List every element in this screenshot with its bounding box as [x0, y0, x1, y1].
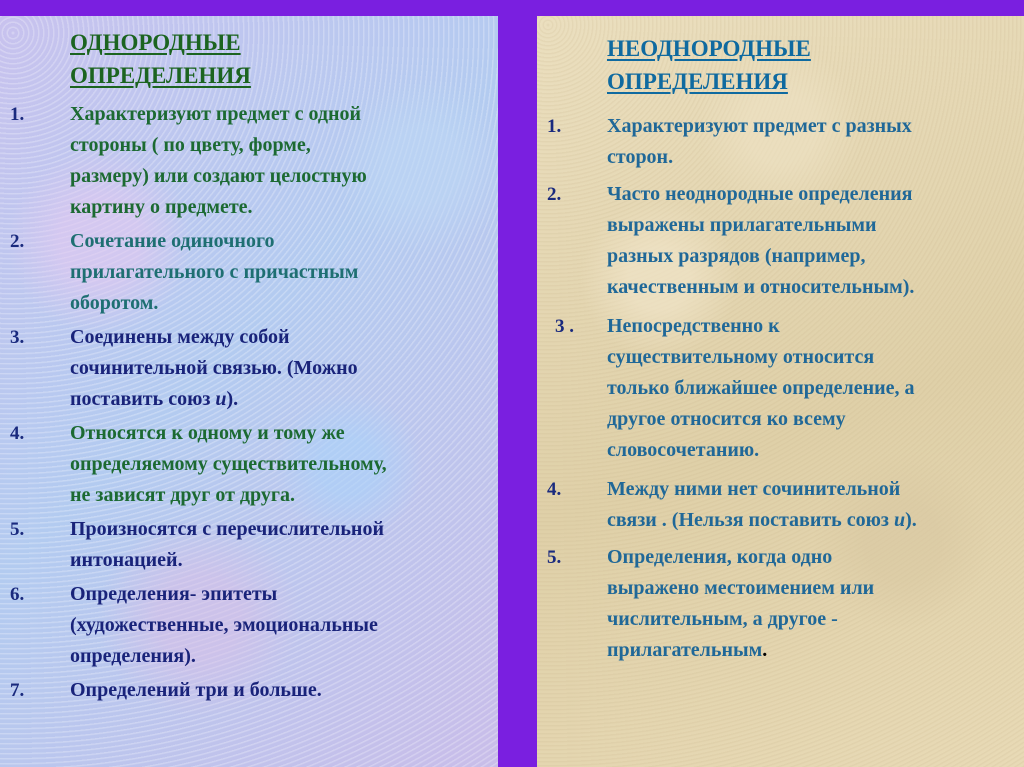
item-number: 3 .: [555, 316, 574, 337]
item-text-emphasis: и: [215, 388, 227, 410]
left-list: [10, 99, 488, 709]
right-panel: [537, 16, 1024, 767]
item-number: 6.: [10, 584, 25, 605]
list-item: [10, 418, 488, 511]
item-text: [607, 474, 1017, 536]
list-item: [10, 322, 488, 415]
list-item: [547, 542, 1017, 666]
item-number: 3.: [10, 327, 25, 348]
item-number: 1.: [10, 104, 25, 125]
left-heading: ОДНОРОДНЫЕ ОПРЕДЕЛЕНИЯ: [70, 30, 251, 88]
item-text: Часто неоднородные определения выражены прилагательными разных разрядов (например, качественным и относительным).: [607, 183, 915, 298]
item-number: 2.: [10, 231, 25, 252]
item-text: [70, 322, 488, 415]
item-text: Произносятся с перечислительной интонацией.: [70, 518, 384, 571]
list-item: [547, 179, 1017, 303]
list-item: [10, 514, 488, 576]
item-text-main: Определения, когда одно выражено местоимением или числительным, а другое - прилагательным: [607, 546, 875, 661]
list-item: [547, 111, 1017, 173]
item-text: Характеризуют предмет с одной стороны ( по цвету, форме, размеру) или создают целостную картину о предмете.: [70, 103, 367, 218]
item-text: Определений три и больше.: [70, 679, 322, 701]
item-text-main: Соединены между собой сочинительной связью. (Можно поставить союз: [70, 326, 358, 410]
item-number: 2.: [547, 184, 562, 205]
right-list: [547, 111, 1017, 672]
left-panel: [0, 16, 498, 767]
list-item: [10, 226, 488, 319]
item-number: 5.: [547, 547, 562, 568]
list-item: [10, 579, 488, 672]
item-text-end: ).: [905, 509, 917, 531]
item-number: 1.: [547, 116, 562, 137]
item-text: Характеризуют предмет с разных сторон.: [607, 115, 912, 168]
list-item: [547, 474, 1017, 536]
item-text: [607, 542, 1017, 666]
list-item: [10, 99, 488, 223]
item-number: 4.: [10, 423, 25, 444]
item-number: 4.: [547, 479, 562, 500]
item-text: Относятся к одному и тому же определяемому существительному, не зависят друг от друга.: [70, 422, 387, 506]
item-text: Сочетание одиночного прилагательного с причастным оборотом.: [70, 230, 359, 314]
item-text: Определения- эпитеты (художественные, эмоциональные определения).: [70, 583, 378, 667]
list-item: [10, 675, 488, 706]
list-item: [547, 311, 1017, 466]
item-number: 5.: [10, 519, 25, 540]
item-text-end: ).: [226, 388, 239, 410]
item-text-main: Между ними нет сочинительной связи . (Нельзя поставить союз: [607, 478, 901, 531]
item-text: Непосредственно к существительному относится только ближайшее определение, а другое относится ко всему словосочетанию.: [607, 315, 915, 461]
item-text-emphasis: и: [893, 509, 906, 531]
right-heading: НЕОДНОРОДНЫЕ ОПРЕДЕЛЕНИЯ: [607, 36, 811, 94]
item-text-end: .: [762, 639, 768, 661]
item-number: 7.: [10, 680, 25, 701]
